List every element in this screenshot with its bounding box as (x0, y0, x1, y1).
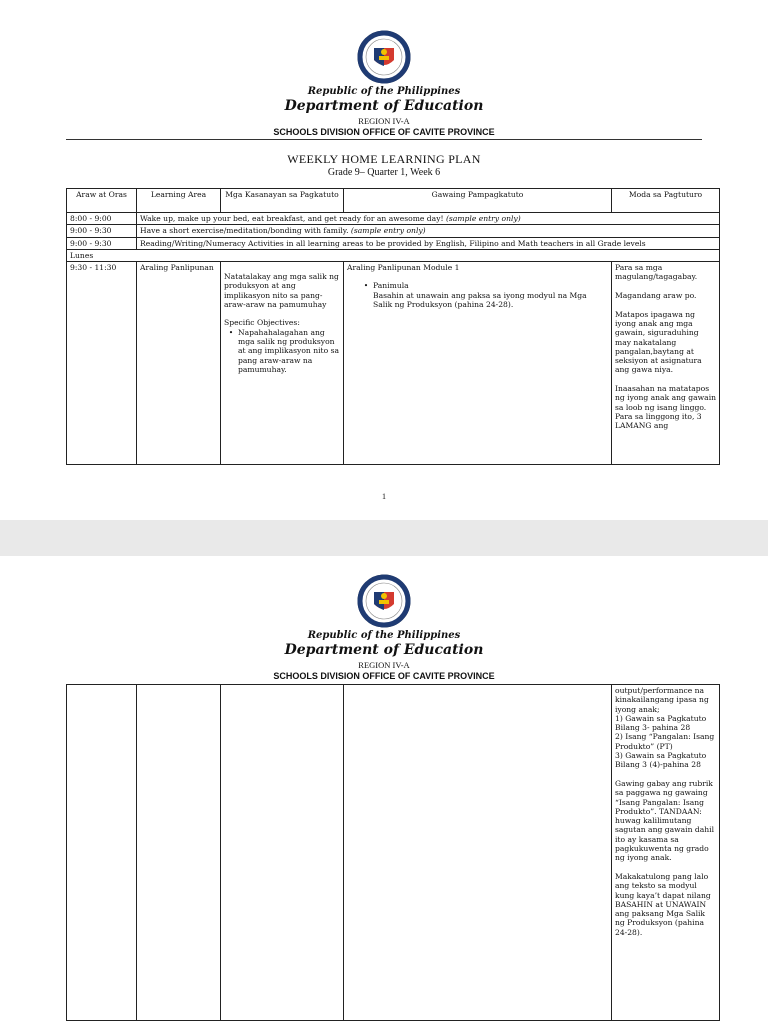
col-header-learning-area: Learning Area (137, 189, 221, 213)
activity-text: Basahin at unawain ang paksa sa iyong modyul na Mga Salik ng Produksyon (pahina 24-28). (373, 290, 587, 310)
deped-seal-icon (357, 30, 411, 84)
col-header-mode: Moda sa Pagtuturo (612, 189, 720, 213)
page-2 (0, 556, 768, 1024)
activity-bullet: • Panimula (347, 281, 608, 290)
page-number: 1 (382, 492, 386, 501)
plan-title: WEEKLY HOME LEARNING PLAN (287, 152, 481, 166)
lesson-mode-continued: output/performance na kinakailangang ipasa ng iyong anak; 1) Gawain sa Pagkatuto Bilang 3- pahina 28 2) Isang “Pangalan: Isang Produkto” (PT) 3) Gawain sa Pagkatuto Bilang 3 (4)-pahina 28 Gawing gabay ang rubrik sa paggawa ng gawaing “Isang Pangalan: Isang Produkto”. TANDAAN: huwag kalilimutang sagutan ang gawain dahil ito ay kasama sa pagkukuwenta ng grado ng iyong anak. Makakatulong pang lalo ang teksto sa modyul kung kaya’t dapat nilang BASAHIN at UNAWAIN ang paksang Mga Salik ng Produksyon (pahina 24-28). (612, 685, 720, 1021)
lesson-row-continued (67, 685, 720, 1021)
skills-specific-label: Specific Objectives: (224, 318, 300, 328)
republic-heading: Republic of the Philippines (307, 86, 461, 97)
region-label: REGION IV-A (358, 660, 410, 670)
lesson-time: 9:30 - 11:30 (67, 262, 137, 465)
col-header-skills: Mga Kasanayan sa Pagkatuto (221, 189, 344, 213)
empty-cell (67, 685, 137, 1021)
learning-plan-table-continued (66, 684, 720, 1021)
plan-subtitle: Grade 9– Quarter 1, Week 6 (327, 167, 441, 178)
division-label: SCHOOLS DIVISION OFFICE OF CAVITE PROVINCE (273, 671, 495, 681)
lesson-activities (344, 262, 612, 465)
schedule-activity: Reading/Writing/Numeracy Activities in all learning areas to be provided by English, Filipino and Math teachers in all Grade levels (137, 237, 720, 249)
schedule-time: 9:00 - 9:30 (67, 225, 137, 237)
activity-title: Araling Panlipunan Module 1 (347, 263, 460, 273)
header-rule (66, 139, 702, 140)
division-label: SCHOOLS DIVISION OFFICE OF CAVITE PROVINCE (273, 127, 495, 137)
schedule-row (67, 225, 720, 237)
schedule-time: 8:00 - 9:00 (67, 213, 137, 225)
learning-plan-table (66, 188, 720, 465)
schedule-row (67, 237, 720, 249)
lesson-row (67, 262, 720, 465)
lesson-skills (221, 262, 344, 465)
col-header-day-time: Araw at Oras (67, 189, 137, 213)
skills-bullet: • Napahahalagahan ang mga salik ng produksyon at ang implikasyon nito sa pang araw-araw na pamumuhay. (224, 328, 340, 374)
schedule-row (67, 213, 720, 225)
schedule-time: 9:00 - 9:30 (67, 237, 137, 249)
schedule-activity: Wake up, make up your bed, eat breakfast, and get ready for an awesome day! (sample entry only) (137, 213, 720, 225)
deped-seal-icon (357, 574, 411, 628)
department-heading: Department of Education (284, 98, 484, 114)
bullet-icon: • (363, 281, 369, 291)
col-header-activities: Gawaing Pampagkatuto (344, 189, 612, 213)
department-heading: Department of Education (284, 642, 484, 658)
day-row (67, 249, 720, 261)
lesson-area: Araling Panlipunan (137, 262, 221, 465)
empty-cell (137, 685, 221, 1021)
skills-main: Natatalakay ang mga salik ng produksyon at ang implikasyon nito sa pang-araw-araw na pamumuhay (224, 272, 339, 310)
day-label: Lunes (67, 249, 720, 261)
schedule-activity: Have a short exercise/meditation/bonding with family. (sample entry only) (137, 225, 720, 237)
lesson-mode: Para sa mga magulang/tagagabay. Magandang araw po. Matapos ipagawa ng iyong anak ang mga gawain, siguraduhing may nakatalang pangalan,baytang at seksiyon at asignatura ang gawa niya. Inaasahan na matatapos ng iyong anak ang gawain sa loob ng isang linggo. Para sa linggong ito, 3 LAMANG ang (612, 262, 720, 465)
republic-heading: Republic of the Philippines (307, 630, 461, 641)
empty-cell (344, 685, 612, 1021)
bullet-icon: • (228, 327, 234, 337)
empty-cell (221, 685, 344, 1021)
region-label: REGION IV-A (358, 116, 410, 126)
